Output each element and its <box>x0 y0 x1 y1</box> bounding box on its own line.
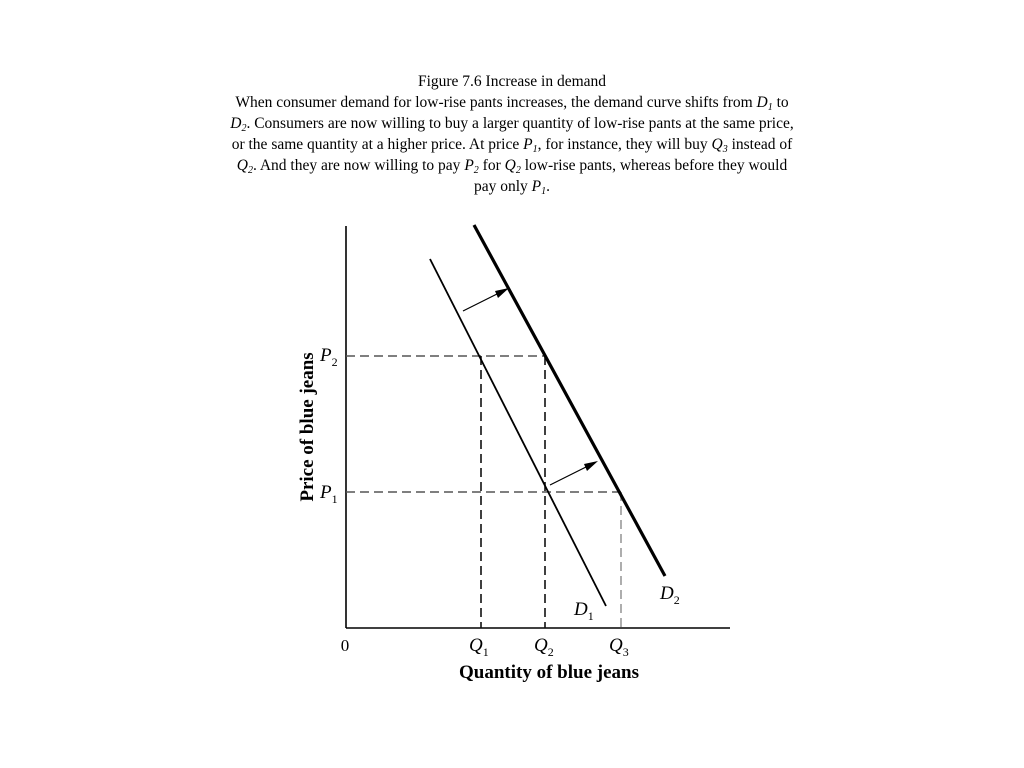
caption-symbol: $P_2$ <box>464 157 479 176</box>
caption-text: for <box>478 157 505 174</box>
caption-text: low-rise pants, whereas before they would <box>520 157 788 174</box>
price-label-p2: $P_2$ <box>320 345 338 369</box>
price-label-p1: $P_1$ <box>320 482 338 506</box>
caption-title: Figure 7.6 Increase in demand <box>417 73 607 90</box>
y-axis-title: Price of blue jeans <box>297 352 318 502</box>
quantity-label-q1: $Q_1$ <box>469 635 489 659</box>
caption-symbol: $D_2$ <box>230 115 247 134</box>
shift-arrow-upper <box>463 288 509 311</box>
caption-symbol: $D_1$ <box>756 94 773 113</box>
curve-label-d1: $D_1$ <box>574 599 594 623</box>
curve-label-d2: $D_2$ <box>660 583 680 607</box>
caption-text: . And they are now willing to pay <box>252 157 465 174</box>
shift-arrow-lower <box>550 461 598 485</box>
dashed-guides <box>346 356 621 628</box>
caption-text: . <box>546 178 551 195</box>
caption-text: to <box>772 94 789 111</box>
arrowhead-icon <box>584 461 598 471</box>
caption-symbol: $P_1$ <box>523 136 538 155</box>
caption-text: or the same quantity at a higher price. At price <box>231 136 524 153</box>
caption-symbol: $Q_2$ <box>236 157 253 176</box>
origin-label: 0 <box>340 636 350 655</box>
arrowhead-icon <box>495 288 509 298</box>
caption-text: . Consumers are now willing to buy a larger quantity of low-rise pants at the same price, <box>246 115 794 132</box>
caption-symbol: $Q_3$ <box>711 136 728 155</box>
caption-text: instead of <box>727 136 793 153</box>
caption-text: When consumer demand for low-rise pants increases, the demand curve shifts from <box>235 94 757 111</box>
caption-text: pay only <box>473 178 532 195</box>
quantity-label-q2: $Q_2$ <box>534 635 554 659</box>
caption-symbol: $Q_2$ <box>504 157 521 176</box>
quantity-label-q3: $Q_3$ <box>609 635 629 659</box>
caption-text: , for instance, they will buy <box>537 136 712 153</box>
demand-curve-d1 <box>430 259 606 606</box>
caption-symbol: $P_1$ <box>531 178 547 197</box>
x-axis-title: Quantity of blue jeans <box>459 662 639 683</box>
